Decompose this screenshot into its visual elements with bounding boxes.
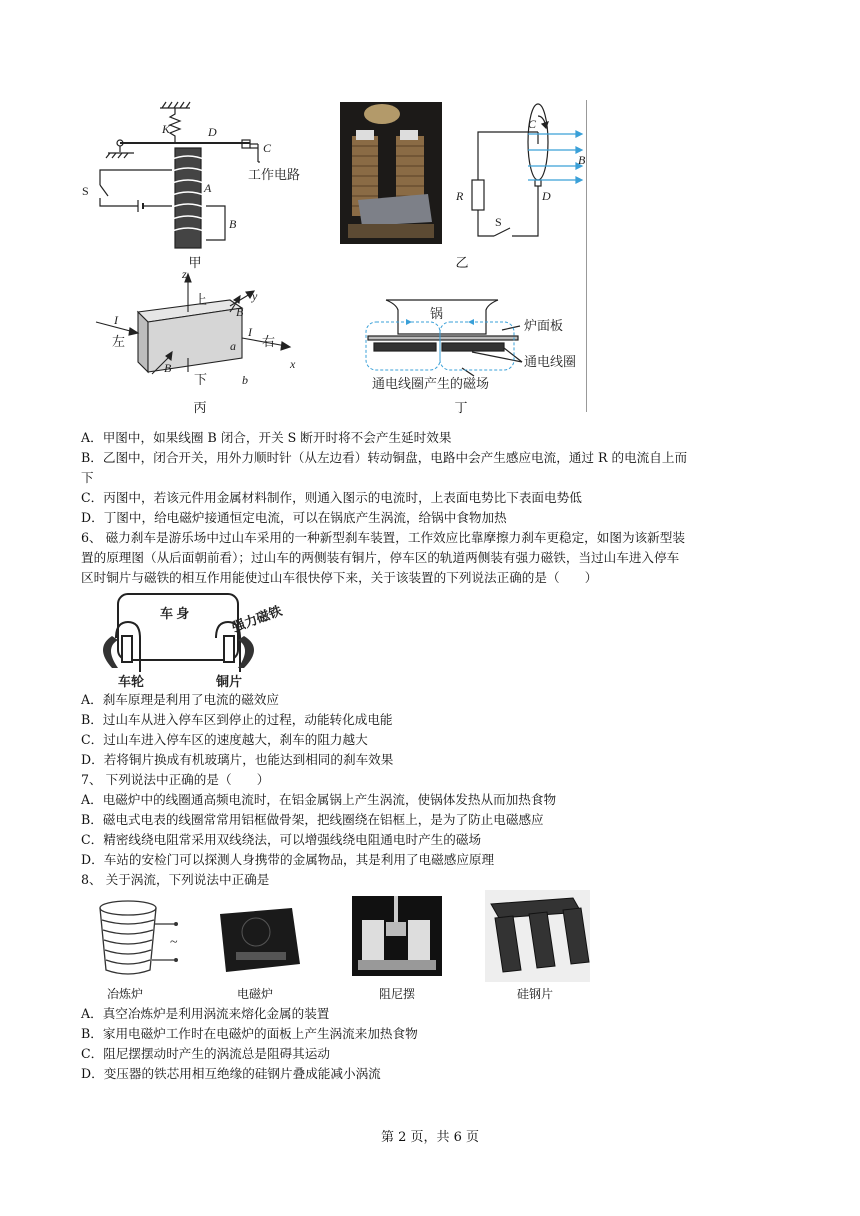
q5-option-c: C．丙图中，若该元件用金属材料制作，则通入图示的电流时，上表面电势比下表面电势低	[81, 490, 582, 505]
q7-option-a: A．电磁炉中的线圈通高频电流时，在铝金属锅上产生涡流，使锅体发热从而加热食物	[81, 792, 557, 807]
label-x: x	[290, 357, 296, 371]
q7-option-b: B．磁电式电表的线圈常常用铝框做骨架，把线圈绕在铝框上，是为了防止电磁感应	[81, 812, 544, 827]
label-C: C	[263, 141, 272, 155]
label-A: A	[204, 181, 212, 195]
q6-option-d: D．若将铜片换成有机玻璃片，也能达到相同的刹车效果	[81, 752, 394, 767]
figure-jia	[80, 100, 320, 270]
label-b: b	[242, 373, 248, 385]
figure-bing	[90, 270, 305, 385]
label-magnet: 强力磁铁	[229, 602, 284, 635]
q7-option-d: D．车站的安检门可以探测人身携带的金属物品，其是利用了电磁感应原理	[81, 852, 495, 867]
q5-option-b-cont: 下	[81, 470, 94, 485]
caption-bing: 丙	[193, 401, 207, 416]
q6-stem-line2: 置的原理图（从后面朝前看）；过山车的两侧装有铜片，停车区的轨道两侧装有强力磁铁，当过山车进入停车	[81, 550, 680, 565]
q8-option-b: B．家用电磁炉工作时在电磁炉的面板上产生涡流来加热食物	[81, 1026, 418, 1041]
label-B: B	[578, 153, 586, 167]
figure-q6-brake	[88, 588, 288, 690]
label-S: S	[495, 215, 502, 229]
label-down: 下	[194, 372, 208, 385]
label-up: 上	[194, 292, 208, 307]
label-y: y	[252, 289, 258, 303]
label-I-left: I	[114, 313, 118, 327]
q5-option-b: B．乙图中，闭合开关，用外力顺时针（从左边看）转动铜盘，电路中会产生感应电流，通过 R 的电流自上而	[81, 450, 688, 465]
q6-option-a: A．刹车原理是利用了电流的磁效应	[81, 692, 280, 707]
label-field: 通电线圈产生的磁场	[372, 376, 490, 391]
label-K: K	[162, 122, 171, 136]
q8-label-induction-cooker: 电磁炉	[236, 987, 273, 1001]
q8-label-damping-pendulum: 阻尼摆	[378, 987, 415, 1001]
label-wheel: 车轮	[118, 674, 145, 689]
label-B-top: B	[236, 305, 244, 319]
caption-ding: 丁	[454, 401, 468, 416]
caption-jia: 甲	[188, 256, 202, 271]
q8-option-a: A．真空冶炼炉是利用涡流来熔化金属的装置	[81, 1006, 330, 1021]
label-D: D	[208, 125, 217, 139]
label-R: R	[456, 189, 464, 203]
q6-stem-line1: 6、 磁力刹车是游乐场中过山车采用的一种新型刹车装置，工作效应比靠摩擦力刹车更稳定，如图为该新型装	[81, 530, 685, 545]
q5-option-d: D．丁图中，给电磁炉接通恒定电流，可以在锅底产生涡流，给锅中食物加热	[81, 510, 507, 525]
q7-option-c: C．精密线绕电阻常采用双线绕法，可以增强线绕电阻通电时产生的磁场	[81, 832, 482, 847]
q8-stem: 8、 关于涡流，下列说法中正确是	[81, 872, 270, 887]
q8-option-c: C．阻尼摆摆动时产生的涡流总是阻碍其运动	[81, 1046, 330, 1061]
label-S: S	[82, 184, 89, 198]
label-copper: 铜片	[216, 674, 243, 689]
figure-ding	[362, 290, 587, 400]
q6-option-b: B．过山车从进入停车区到停止的过程，动能转化成电能	[81, 712, 393, 727]
q8-image-silicon-steel	[485, 890, 590, 982]
label-B: B	[229, 217, 237, 231]
label-C: C	[528, 117, 537, 131]
label-I-right: I	[248, 325, 252, 339]
q6-stem-line3: 区时铜片与磁铁的相互作用能使过山车很快停下来，关于该装置的下列说法正确的是（ ）	[81, 570, 598, 585]
q6-option-c: C．过山车进入停车区的速度越大，刹车的阻力越大	[81, 732, 368, 747]
label-right: 右	[262, 334, 276, 349]
caption-yi: 乙	[455, 256, 469, 271]
label-a: a	[230, 339, 236, 353]
label-z: z	[182, 270, 187, 281]
label-panel: 炉面板	[524, 318, 564, 333]
label-D: D	[542, 189, 551, 203]
label-B-bottom: B	[164, 361, 172, 375]
label-body: 车 身	[160, 606, 190, 621]
q8-image-induction-cooker	[212, 904, 307, 976]
q8-image-damping-pendulum	[352, 896, 442, 976]
q5-option-a: A．甲图中，如果线圈 B 闭合，开关 S 断开时将不会产生延时效果	[81, 430, 452, 445]
label-circuit: 工作电路	[248, 167, 301, 182]
label-pot: 锅	[430, 306, 444, 321]
q8-option-d: D．变压器的铁芯用相互绝缘的硅钢片叠成能减小涡流	[81, 1066, 381, 1081]
ac-symbol: ~	[170, 935, 178, 950]
label-coil: 通电线圈	[524, 354, 577, 369]
figure-yi-photo	[340, 102, 442, 244]
q7-stem: 7、 下列说法中正确的是（ ）	[81, 772, 270, 787]
figure-yi-circuit	[450, 102, 590, 252]
q8-label-silicon-steel: 硅钢片	[516, 987, 553, 1001]
page-footer: 第 2 页，共 6 页	[380, 1130, 480, 1145]
q8-label-furnace: 冶炼炉	[106, 987, 143, 1001]
label-left: 左	[112, 334, 126, 349]
q8-image-furnace	[92, 898, 187, 978]
